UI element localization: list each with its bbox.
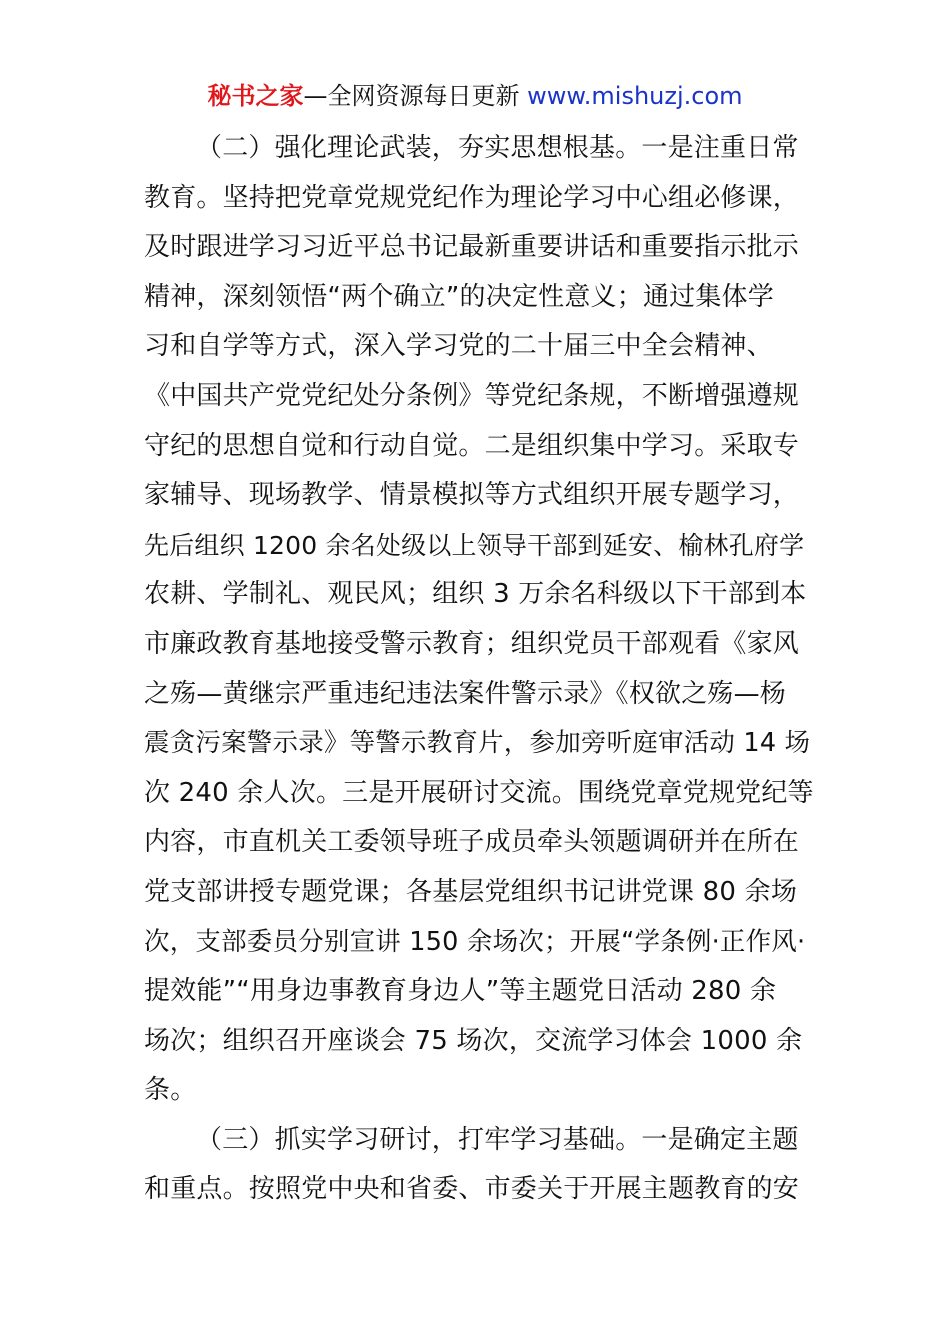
text-line: 教育。坚持把党章党规党纪作为理论学习中心组必修课， xyxy=(144,182,800,213)
text-line: 之殇—黄继宗严重违纪违法案件警示录》《权欲之殇—杨 xyxy=(144,678,787,709)
text-line: 习和自学等方式，深入学习党的二十届三中全会精神、 xyxy=(144,331,773,362)
site-tagline: —全网资源每日更新 xyxy=(303,82,520,110)
text-line: 及时跟进学习习近平总书记最新重要讲话和重要指示批示 xyxy=(144,232,800,263)
site-brand: 秘书之家 xyxy=(207,82,304,110)
text-line: 内容，市直机关工委领导班子成员牵头领题调研并在所在 xyxy=(144,827,800,858)
text-line: 家辅导、现场教学、情景模拟等方式组织开展专题学习， xyxy=(144,480,800,511)
text-line: 次，支部委员分别宣讲 150 余场次；开展“学条例·正作风· xyxy=(144,926,806,957)
text-line: 场次；组织召开座谈会 75 场次，交流学习体会 1000 余 xyxy=(144,1025,803,1056)
text-line: 守纪的思想自觉和行动自觉。二是组织集中学习。采取专 xyxy=(144,430,800,461)
text-line: 和重点。按照党中央和省委、市委关于开展主题教育的安 xyxy=(144,1174,800,1205)
text-line: 党支部讲授专题党课；各基层党组织书记讲党课 80 余场 xyxy=(144,876,798,907)
text-line: 先后组织 1200 余名处级以上领导干部到延安、榆林孔府学 xyxy=(144,530,805,560)
text-line: （三）抓实学习研讨，打牢学习基础。一是确定主题 xyxy=(196,1124,799,1155)
text-line: 精神，深刻领悟“两个确立”的决定性意义；通过集体学 xyxy=(144,281,774,312)
text-line: 条。 xyxy=(144,1075,197,1106)
text-line: 市廉政教育基地接受警示教育；组织党员干部观看《家风 xyxy=(144,628,800,659)
text-line: 震贪污案警示录》等警示教育片，参加旁听庭审活动 14 场 xyxy=(144,728,811,759)
text-line: 《中国共产党党纪处分条例》等党纪条规，不断增强遵规 xyxy=(144,380,800,411)
text-line: 提效能”“用身边事教育身边人”等主题党日活动 280 余 xyxy=(144,976,777,1007)
site-url[interactable]: www.mishuzj.com xyxy=(527,82,743,110)
text-line: （二）强化理论武装，夯实思想根基。一是注重日常 xyxy=(196,133,799,163)
document-body xyxy=(144,124,814,1215)
text-line: 次 240 余人次。三是开展研讨交流。围绕党章党规党纪等 xyxy=(144,777,814,808)
site-header xyxy=(0,80,950,112)
text-line: 农耕、学制礼、观民风；组织 3 万余名科级以下干部到本 xyxy=(144,579,807,610)
